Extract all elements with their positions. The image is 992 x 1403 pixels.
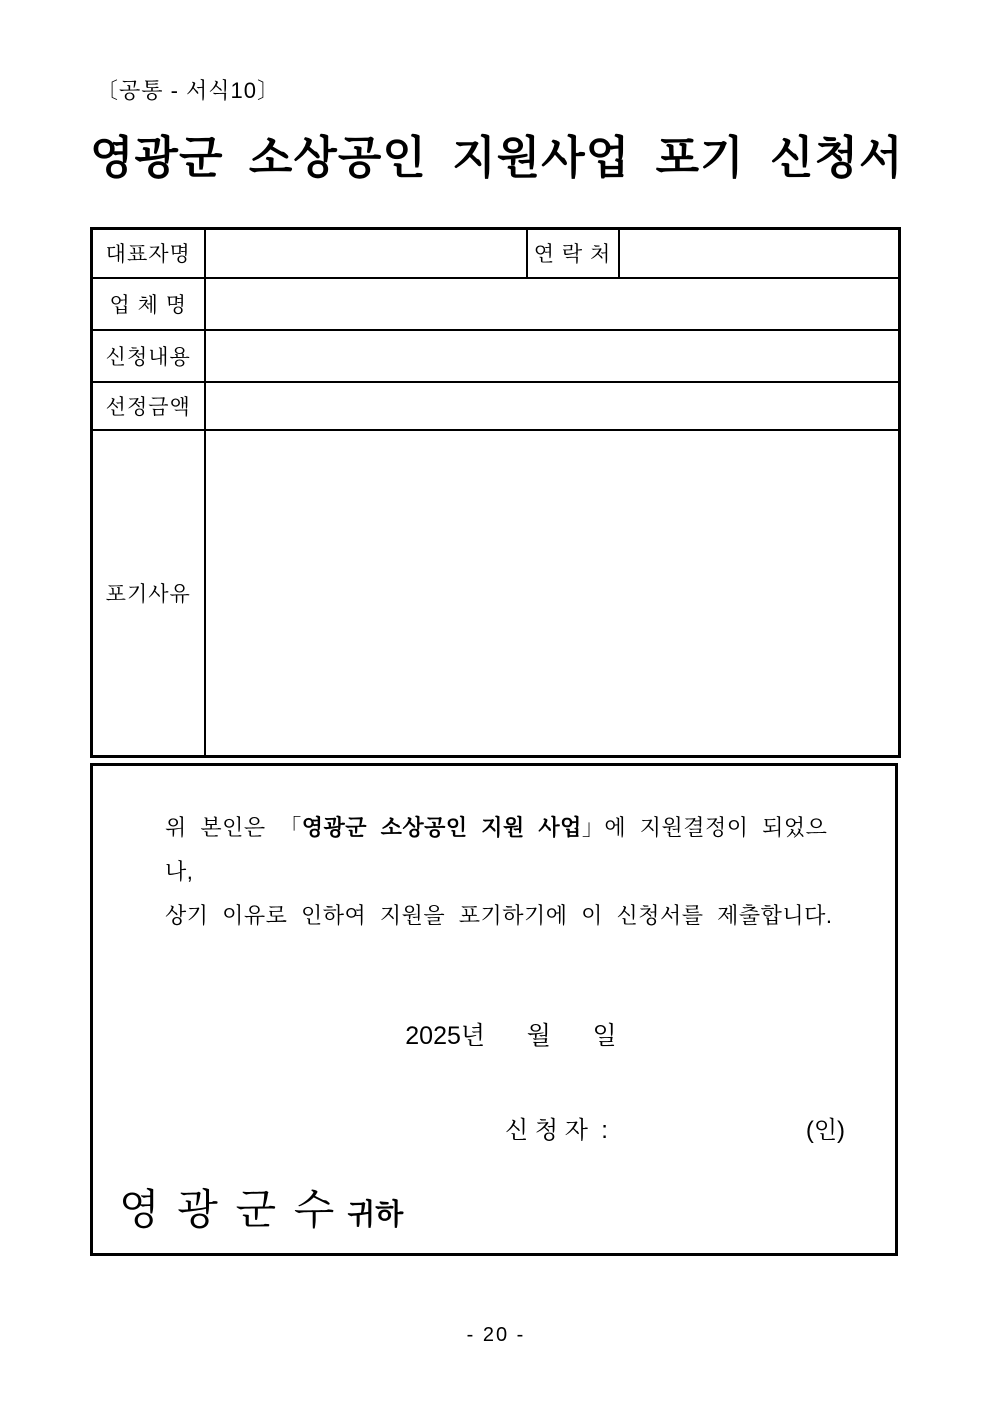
table-row <box>92 430 900 757</box>
statement-box <box>90 763 898 1256</box>
date-line: 2025년 월 일 <box>405 1022 617 1050</box>
seal-mark: (인) <box>805 1117 845 1144</box>
label-application-content: 신청내용 <box>92 330 205 382</box>
applicant-info-table <box>90 227 901 758</box>
page-number: - 20 - <box>466 1324 526 1346</box>
label-company-name: 업 체 명 <box>92 278 205 330</box>
declaration-line1-prefix: 위 본인은 「 <box>165 815 302 840</box>
declaration-program-name: 영광군 소상공인 지원 사업 <box>301 815 582 840</box>
recipient-honorific: 귀하 <box>347 1199 404 1231</box>
declaration-line2: 상기 이유로 인하여 지원을 포기하기에 이 신청서를 제출합니다. <box>165 903 833 928</box>
field-waiver-reason[interactable] <box>205 430 900 757</box>
field-representative-name[interactable] <box>205 229 527 278</box>
signature-row <box>505 1110 845 1145</box>
table-row <box>92 229 900 278</box>
form-code: 〔공통 - 서식10〕 <box>96 78 281 103</box>
label-representative-name: 대표자명 <box>92 229 205 278</box>
field-contact[interactable] <box>619 229 900 278</box>
recipient-name: 영 광 군 수 <box>119 1186 338 1233</box>
table-row <box>92 278 900 330</box>
declaration-text <box>165 806 847 938</box>
label-waiver-reason: 포기사유 <box>92 430 205 757</box>
table-row <box>92 330 900 382</box>
label-contact: 연 락 처 <box>527 229 619 278</box>
page-title: 영광군 소상공인 지원사업 포기 신청서 <box>90 132 904 183</box>
declaration-line1-suffix: 」에 지원결정이 되었으나, <box>165 815 828 884</box>
recipient-line <box>119 1177 895 1237</box>
field-application-content[interactable] <box>205 330 900 382</box>
applicant-label: 신 청 자 : <box>505 1117 608 1144</box>
field-company-name[interactable] <box>205 278 900 330</box>
table-row <box>92 382 900 430</box>
label-selected-amount: 선정금액 <box>92 382 205 430</box>
field-selected-amount[interactable] <box>205 382 900 430</box>
